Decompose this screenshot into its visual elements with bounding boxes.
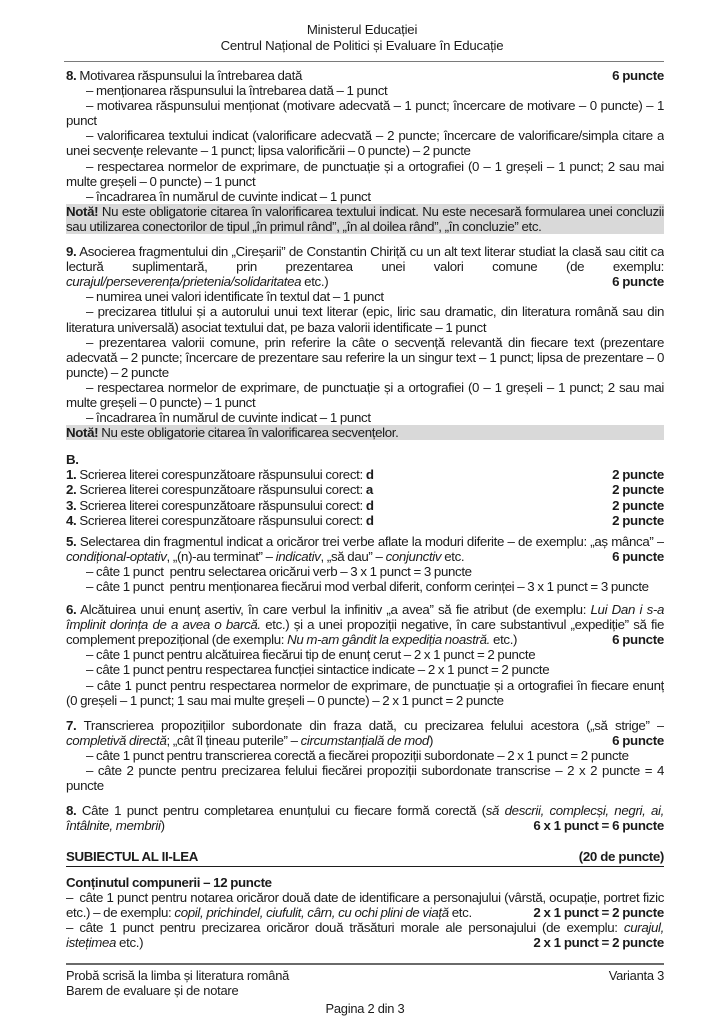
item-a9-criterion-1: – numirea unei valori identificate în textul dat – 1 punct (86, 289, 384, 305)
correct-answer: d (365, 512, 374, 528)
correct-answer: d (365, 467, 374, 483)
note-label: Notă! (66, 425, 99, 441)
example-italic: completivă directă (66, 732, 167, 748)
item-a8-title (66, 68, 664, 83)
item-number: 6. (66, 602, 77, 618)
note-label: Notă! (66, 203, 99, 219)
item-text: Scrierea literei corespunzătoare răspunsului corect: (76, 482, 366, 498)
item-title-text: ; „cât îl țineau puterile” – (166, 732, 301, 748)
subject-2-title: SUBIECTUL AL II-LEA (66, 849, 198, 865)
item-number: 8. (66, 68, 77, 83)
item-points: 6 puncte (612, 274, 664, 290)
item-title-text: Alcătuirea unui enunț asertiv, în care verbul la infinitiv „a avea” să fie atribut (de exemplu: (76, 602, 591, 618)
item-title-text: , „(n)-au terminat” – (166, 548, 276, 564)
item-b1 (66, 467, 664, 482)
item-points: 6 puncte (612, 732, 664, 748)
document-body (66, 68, 664, 950)
item-title-text: etc.) (301, 274, 329, 290)
item-title-text: Asocierea fragmentului din „Cireșarii” de Constantin Chiriță cu un alt text literar studiat la clasă sau citit ca lectură suplimentară, prin prezentarea unei valori comune (de exemplu: (66, 244, 664, 275)
item-b3 (66, 498, 664, 513)
item-a9-criterion-3: – prezentarea valorii comune, prin referire la câte o secvență relevantă din fiecare text (prezentare adecvată – 2 puncte; încercare de prezentare sau referire la un singur text – 1 punct; lipsa de prezentare – 0 puncte) – 2 puncte (66, 334, 664, 380)
item-a9-title (66, 244, 664, 289)
item-title-text: Câte 1 punct pentru completarea enunțului cu fiecare formă corectă ( (76, 803, 486, 819)
page-footer (66, 963, 664, 1017)
item-b5-criterion-1: – câte 1 punct pentru selectarea oricărui verb – 3 x 1 punct = 3 puncte (86, 563, 472, 579)
correct-answer: a (365, 482, 373, 498)
document-type: Barem de evaluare și de notare (66, 983, 239, 998)
item-a9-criterion-2: – precizarea titlului și a autorului unui text literar (epic, liric sau dramatic, din literatura română sau din literatura universală) asociat textului dat, pe baza valorii identificate – 1 punct (66, 304, 664, 335)
footer-row-2 (66, 983, 664, 999)
item-b8-title (66, 803, 664, 833)
item-b6-criterion-1: – câte 1 punct pentru alcătuirea fiecărui tip de enunț cerut – 2 x 1 punct = 2 puncte (86, 647, 536, 663)
item-b7-criterion-2: – câte 2 puncte pentru precizarea felului fiecărei propoziții subordonate transcrise – 2 x 2 puncte = 4 puncte (66, 763, 664, 794)
header-divider (64, 61, 664, 62)
page-number: Pagina 2 din 3 (325, 1000, 405, 1016)
item-points: 2 puncte (612, 482, 664, 498)
center-name: Centrul Național de Politici și Evaluare în Educație (220, 38, 504, 53)
item-points: 6 puncte (612, 68, 664, 83)
item-a8-criterion-1: – menționarea răspunsului la întrebarea dată – 1 punct (86, 83, 388, 99)
criterion-text: – câte 1 punct pentru precizarea oricăror două trăsături morale ale personajului (de exemplu: (66, 919, 624, 935)
item-a8-criterion-4: – respectarea normelor de exprimare, de punctuație și a ortografiei (0 – 1 greșeli – 1 punct; 2 sau mai multe greșeli – 0 puncte) – 1 punct (66, 158, 664, 189)
example-italic: curajul, istețimea (66, 919, 664, 950)
item-number: 9. (66, 244, 77, 260)
item-b4 (66, 513, 664, 528)
criterion-points: 2 x 1 punct = 2 puncte (533, 934, 664, 950)
item-title-text: ) (160, 818, 165, 834)
item-text: Scrierea literei corespunzătoare răspunsului corect: (76, 467, 366, 483)
item-a8-criterion-2: – motivarea răspunsului menționat (motivare adecvată – 1 punct; încercare de motivare – 0 puncte) – 1 punct (66, 98, 664, 129)
subject-2-points: (20 de puncte) (578, 849, 664, 865)
correct-answer: d (365, 497, 374, 513)
item-a8-criterion-5: – încadrarea în numărul de cuvinte indicat – 1 punct (86, 188, 371, 204)
example-italic: Lui Dan i s-a împlinit dorința de a avea o barcă. (66, 602, 664, 633)
ministry-name: Ministerul Educației (306, 22, 418, 37)
item-number: 2. (66, 482, 77, 498)
composition-content-heading: Conținutul compunerii – 12 puncte (66, 874, 272, 890)
item-b6-title (66, 602, 664, 647)
item-title-text: ) (428, 732, 434, 748)
example-italic: să descrii, complecși, negri, ai, întâlnite, membrii (66, 803, 664, 834)
item-title-text: etc. (441, 548, 465, 564)
criterion-text: etc. (448, 904, 472, 920)
item-text: Scrierea literei corespunzătoare răspunsului corect: (76, 512, 366, 528)
item-a9-criterion-4: – respectarea normelor de exprimare, de punctuație și a ortografiei (0 – 1 greșeli – 1 punct; 2 sau mai multe greșeli – 0 puncte) – 1 punct (66, 379, 664, 410)
section-b-label: B. (66, 452, 79, 468)
subject-2-criterion-2 (66, 920, 664, 950)
item-a8-criterion-3: – valorificarea textului indicat (valorificare adecvată – 2 puncte; încercare de valorificare/simpla citare a unei secvențe relevante – 1 punct; lipsa valorificării – 0 puncte) – 2 puncte (66, 128, 664, 159)
item-number: 8. (66, 803, 77, 819)
document-header (0, 0, 724, 54)
item-title-text: Transcrierea propozițiilor subordonate din fraza dată, cu precizarea felului acestora („să strige” – (76, 717, 664, 733)
item-points: 2 puncte (612, 467, 664, 483)
item-title-text: Selectarea din fragmentul indicat a oricăror trei verbe aflate la moduri diferite – de exemplu: „aș mânca” – (76, 533, 664, 549)
item-number: 3. (66, 497, 77, 513)
item-a9-note (66, 425, 664, 440)
item-b5-criterion-2: – câte 1 punct pentru menționarea fiecărui mod verbal diferit, conform cerinței – 3 x 1 punct = 3 puncte (86, 579, 649, 594)
item-number: 4. (66, 512, 77, 528)
example-italic: circumstanțială de mod (300, 732, 429, 748)
item-number: 5. (66, 533, 77, 549)
item-title-text: etc.) (490, 632, 518, 648)
item-b7-title (66, 718, 664, 748)
item-title-text: etc.) și a unei propoziții negative, în care substantivul „expediție” să fie complement prepozițional (de exemplu: (66, 617, 664, 648)
subject-2-heading (66, 849, 664, 866)
variant-label: Varianta 3 (608, 967, 664, 983)
item-b6-criterion-2: – câte 1 punct pentru respectarea funcției sintactice indicate – 2 x 1 punct = 2 puncte (86, 662, 550, 678)
item-points: 6 x 1 punct = 6 puncte (533, 818, 664, 834)
example-italic: curajul/perseverența/prietenia/solidaritatea (66, 274, 302, 290)
item-points: 6 puncte (612, 632, 664, 648)
item-number: 7. (66, 717, 77, 733)
note-text: Nu este obligatorie citarea în valorificarea textului indicat. Nu este necesară formularea unei concluzii sau utilizarea conectorilor de tipul „în primul rând”, „în al doilea rând”, „în concluzie” etc. (66, 203, 664, 234)
example-italic: indicativ (275, 548, 321, 564)
criterion-text: etc.) (116, 934, 144, 950)
item-b6-criterion-3: – câte 1 punct pentru respectarea normelor de exprimare, de punctuație și a ortografiei în fiecare enunț (0 greșeli – 1 punct; 1 sau mai multe greșeli – 0 puncte) – 2 x 1 punct = 2 puncte (66, 677, 664, 708)
note-text: Nu este obligatorie citarea în valorificarea secvențelor. (98, 425, 399, 441)
item-title-text: Motivarea răspunsului la întrebarea dată (76, 68, 302, 83)
subject-2-criterion-1 (66, 890, 664, 920)
item-b5-title (66, 534, 664, 564)
item-a8-note (66, 204, 664, 234)
footer-divider (66, 963, 664, 965)
item-points: 2 puncte (612, 512, 664, 528)
example-italic: condițional-optativ (66, 548, 167, 564)
example-italic: conjunctiv (385, 548, 442, 564)
criterion-text: – câte 1 punct pentru notarea oricăror două date de identificare a personajului (vârstă, ocupație, portret fizic etc.) – de exemplu: (66, 889, 664, 920)
item-points: 6 puncte (612, 548, 664, 564)
exam-name: Probă scrisă la limba și literatura română (66, 967, 290, 983)
item-b7-criterion-1: – câte 1 punct pentru transcrierea corectă a fiecărei propoziții subordonate – 2 x 1 punct = 2 puncte (86, 747, 629, 763)
example-italic: copil, prichindel, ciufulit, cârn, cu ochi plini de viață (174, 904, 449, 920)
item-number: 1. (66, 467, 77, 483)
example-italic: Nu m-am gândit la expediția noastră. (287, 632, 491, 648)
item-a9-criterion-5: – încadrarea în numărul de cuvinte indicat – 1 punct (86, 410, 371, 426)
item-title-text: , „să dau” – (320, 548, 386, 564)
item-text: Scrierea literei corespunzătoare răspunsului corect: (76, 497, 366, 513)
item-points: 2 puncte (612, 497, 664, 513)
item-b2 (66, 482, 664, 497)
criterion-points: 2 x 1 punct = 2 puncte (533, 904, 664, 920)
footer-row-1 (66, 968, 664, 984)
